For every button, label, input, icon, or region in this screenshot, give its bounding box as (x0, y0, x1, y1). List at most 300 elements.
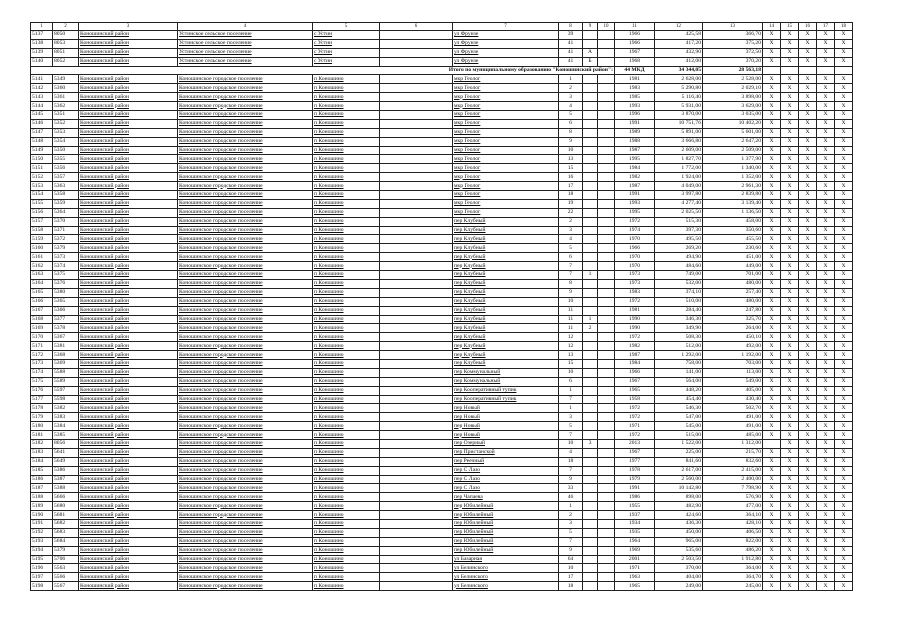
table-cell: пер Кооперативный тупик (453, 386, 559, 395)
table-cell: X (781, 315, 799, 324)
table-cell: пер Клубный (453, 297, 559, 306)
column-number: 6 (380, 23, 453, 31)
table-cell: 1966 (615, 244, 655, 253)
table-cell: 1 340,00 (703, 164, 763, 173)
table-cell: X (799, 493, 817, 502)
table-cell: 5379 (53, 546, 79, 555)
table-cell: 18 (559, 457, 583, 466)
table-cell: X (799, 466, 817, 475)
table-cell: X (835, 244, 853, 253)
table-cell (598, 244, 615, 253)
table-cell: 5666 (53, 493, 79, 502)
table-cell: 9 (559, 288, 583, 297)
table-cell (598, 519, 615, 528)
table-cell: X (799, 119, 817, 128)
table-cell: мкр Геолог (453, 93, 559, 102)
table-row (31, 271, 853, 280)
table-cell: 350,60 (703, 226, 763, 235)
table-cell: 4 (559, 235, 583, 244)
table-cell: X (799, 573, 817, 582)
table-cell: пер Пристанской (453, 448, 559, 457)
column-number: 10 (598, 23, 615, 31)
table-cell: Коношинский район (79, 413, 178, 422)
table-cell: Устинское сельское поселение (178, 31, 313, 40)
table-cell (598, 431, 615, 440)
table-cell (380, 431, 453, 440)
table-row (31, 528, 853, 537)
table-cell: Коношинское городское поселение (178, 217, 313, 226)
table-row (31, 395, 853, 404)
table-cell: п Коношино (313, 84, 380, 93)
table-cell: X (763, 93, 781, 102)
table-cell (598, 377, 615, 386)
table-cell: 5147 (31, 128, 53, 137)
table-cell: X (763, 235, 781, 244)
table-cell: 5158 (31, 226, 53, 235)
table-cell: X (835, 253, 853, 262)
table-cell: 832,60 (703, 457, 763, 466)
table-cell: Коношинское городское поселение (178, 306, 313, 315)
table-cell: Устинское сельское поселение (178, 48, 313, 57)
table-cell: 5356 (53, 164, 79, 173)
table-cell: X (799, 342, 817, 351)
table-cell: Коношинское городское поселение (178, 359, 313, 368)
column-number: 9 (583, 23, 598, 31)
table-cell: Коношинский район (79, 519, 178, 528)
table-cell: 1968 (615, 57, 655, 66)
table-row (31, 217, 853, 226)
table-cell (598, 137, 615, 146)
table-cell: X (817, 395, 835, 404)
table-cell: X (799, 582, 817, 591)
table-cell (583, 262, 598, 271)
table-cell: Коношинский район (79, 511, 178, 520)
table-cell: X (799, 377, 817, 386)
table-cell: 1985 (615, 93, 655, 102)
table-cell (598, 537, 615, 546)
table-cell: Коношинский район (79, 484, 178, 493)
table-cell: X (781, 582, 799, 591)
table-cell: X (781, 439, 799, 448)
table-cell: 17 (559, 573, 583, 582)
table-cell: п Коношино (313, 324, 380, 333)
table-cell: 3 035,00 (703, 111, 763, 120)
table-cell: 5185 (31, 466, 53, 475)
column-number: 14 (763, 23, 781, 31)
table-cell: X (817, 431, 835, 440)
table-cell: 5197 (31, 573, 53, 582)
table-cell: X (817, 279, 835, 288)
table-cell: Коношинский район (79, 546, 178, 555)
table-cell: X (799, 39, 817, 48)
table-cell: 5192 (31, 528, 53, 537)
table-cell: п Коношино (313, 573, 380, 582)
table-cell: X (763, 564, 781, 573)
table-cell: X (781, 48, 799, 57)
table-cell (380, 511, 453, 520)
table-cell: X (799, 297, 817, 306)
table-cell (583, 564, 598, 573)
table-cell: 5193 (31, 537, 53, 546)
table-cell (380, 528, 453, 537)
table-cell: ул Базарная (453, 555, 559, 564)
table-cell: X (835, 546, 853, 555)
table-cell: 5170 (31, 333, 53, 342)
table-cell: 5163 (31, 271, 53, 280)
table-cell: X (763, 111, 781, 120)
table-cell: 3 898,00 (703, 93, 763, 102)
table-cell: X (835, 368, 853, 377)
table-cell: пер Клубный (453, 333, 559, 342)
total-area-2: 28 563,18 (703, 66, 763, 75)
table-cell: 364,00 (703, 564, 763, 573)
table-cell: ул Белинского (453, 582, 559, 591)
table-cell: 1971 (615, 422, 655, 431)
table-cell: X (799, 439, 817, 448)
table-cell: пер Юбилейный (453, 528, 559, 537)
table-row (31, 208, 853, 217)
table-cell: 33 (559, 484, 583, 493)
table-cell: п Коношино (313, 279, 380, 288)
table-cell: Коношинский район (79, 93, 178, 102)
table-row (31, 306, 853, 315)
table-row (31, 466, 853, 475)
table-cell: 1978 (615, 466, 655, 475)
table-cell: 5 116,40 (655, 93, 703, 102)
table-cell: X (781, 306, 799, 315)
table-cell: 450,10 (703, 333, 763, 342)
table-cell: 5187 (31, 484, 53, 493)
table-cell: X (817, 297, 835, 306)
table-cell: X (835, 395, 853, 404)
table-cell: Коношинский район (79, 75, 178, 84)
table-cell: 5155 (31, 199, 53, 208)
table-row (31, 111, 853, 120)
table-row (31, 315, 853, 324)
table-cell: 1972 (615, 333, 655, 342)
table-cell: X (763, 431, 781, 440)
table-cell: Коношинское городское поселение (178, 297, 313, 306)
table-cell: X (817, 342, 835, 351)
table-cell: X (835, 351, 853, 360)
table-cell: X (817, 537, 835, 546)
table-row (31, 235, 853, 244)
table-cell: Коношинский район (79, 191, 178, 200)
table-cell: X (817, 555, 835, 564)
table-cell: X (817, 226, 835, 235)
table-cell: X (799, 368, 817, 377)
table-cell: 10 (559, 297, 583, 306)
table-cell: 370,00 (655, 564, 703, 573)
table-cell: 5151 (31, 164, 53, 173)
table-cell: 5141 (31, 75, 53, 84)
table-cell: 2 961,30 (703, 182, 763, 191)
table-cell: Коношинский район (79, 39, 178, 48)
table-cell: 2 839,80 (703, 191, 763, 200)
table-cell: 5383 (53, 413, 79, 422)
table-cell: Коношинское городское поселение (178, 493, 313, 502)
table-cell: 269,20 (655, 244, 703, 253)
table-cell (380, 288, 453, 297)
table-cell: 5 (559, 422, 583, 431)
table-cell: X (799, 271, 817, 280)
table-cell: 5145 (31, 111, 53, 120)
column-number: 13 (703, 23, 763, 31)
table-cell: пер С Лазо (453, 466, 559, 475)
table-cell: 1966 (615, 31, 655, 40)
table-cell: X (781, 84, 799, 93)
table-cell: X (835, 377, 853, 386)
table-cell: X (799, 84, 817, 93)
table-cell: 3 870,00 (655, 111, 703, 120)
table-cell: Коношинское городское поселение (178, 279, 313, 288)
table-cell: 5166 (31, 297, 53, 306)
table-cell: пер Новый (453, 404, 559, 413)
table-cell: 5371 (53, 226, 79, 235)
table-cell: 3 629,00 (703, 102, 763, 111)
table-cell: Коношинский район (79, 368, 178, 377)
table-cell: 5196 (31, 564, 53, 573)
table-cell: 3 997,80 (655, 191, 703, 200)
table-cell (583, 173, 598, 182)
table-cell: 10 (559, 564, 583, 573)
table-cell (583, 368, 598, 377)
empty-cell (817, 66, 835, 75)
table-cell: 325,70 (703, 315, 763, 324)
table-cell: X (799, 146, 817, 155)
table-cell: 1 924,00 (655, 173, 703, 182)
table-cell: 1967 (615, 377, 655, 386)
table-cell (380, 555, 453, 564)
table-cell: 5183 (31, 448, 53, 457)
table-cell: X (781, 128, 799, 137)
table-cell: Коношинский район (79, 297, 178, 306)
table-cell (380, 413, 453, 422)
total-row (31, 66, 853, 75)
table-row (31, 119, 853, 128)
table-cell: п Коношино (313, 546, 380, 555)
table-cell: X (799, 93, 817, 102)
table-cell: X (817, 439, 835, 448)
table-cell: 5184 (31, 457, 53, 466)
table-cell: пер Клубный (453, 359, 559, 368)
table-cell (583, 306, 598, 315)
table-cell: X (799, 475, 817, 484)
table-cell: 5169 (31, 324, 53, 333)
table-cell: X (763, 511, 781, 520)
table-cell: 5684 (53, 537, 79, 546)
table-cell: X (817, 493, 835, 502)
table-cell: X (763, 377, 781, 386)
table-cell: 2 (583, 324, 598, 333)
table-cell: X (835, 191, 853, 200)
table-cell: 5364 (53, 208, 79, 217)
table-cell (598, 208, 615, 217)
table-cell: X (835, 279, 853, 288)
table-cell (380, 119, 453, 128)
table-cell: X (763, 253, 781, 262)
table-cell: 5167 (31, 306, 53, 315)
table-cell: X (799, 226, 817, 235)
table-cell: X (781, 146, 799, 155)
table-cell: 10 142,80 (655, 484, 703, 493)
table-cell: 1982 (615, 173, 655, 182)
table-cell (598, 271, 615, 280)
table-cell: Коношинское городское поселение (178, 555, 313, 564)
table-cell: 7 798,90 (703, 484, 763, 493)
table-cell: с Устин (313, 39, 380, 48)
table-cell: X (835, 404, 853, 413)
table-cell: 4 (559, 448, 583, 457)
table-cell: 1981 (615, 306, 655, 315)
table-cell: п Коношино (313, 199, 380, 208)
table-cell (380, 253, 453, 262)
table-cell: 5 931,00 (655, 102, 703, 111)
table-cell (380, 448, 453, 457)
table-row (31, 564, 853, 573)
table-cell: 545,00 (655, 422, 703, 431)
table-cell (380, 146, 453, 155)
table-cell (598, 502, 615, 511)
table-cell: 5649 (53, 457, 79, 466)
table-cell: 480,00 (703, 297, 763, 306)
table-row (31, 359, 853, 368)
table-cell: X (817, 288, 835, 297)
table-cell: X (799, 395, 817, 404)
table-cell: 5380 (53, 288, 79, 297)
table-cell: Коношинское городское поселение (178, 208, 313, 217)
table-cell (583, 155, 598, 164)
table-cell: X (835, 466, 853, 475)
table-cell: 491,00 (703, 422, 763, 431)
table-cell: 1955 (615, 502, 655, 511)
table-cell: X (781, 351, 799, 360)
table-cell: X (781, 564, 799, 573)
table-cell: 3 (559, 93, 583, 102)
table-row (31, 173, 853, 182)
table-cell: 4 277,40 (655, 199, 703, 208)
table-cell: 5355 (53, 155, 79, 164)
table-cell: X (799, 155, 817, 164)
table-cell: X (817, 191, 835, 200)
table-cell: X (763, 84, 781, 93)
table-cell: Коношинский район (79, 173, 178, 182)
table-cell: пер С Лазо (453, 484, 559, 493)
table-cell: 2 609,00 (655, 146, 703, 155)
table-cell: мкр Геолог (453, 84, 559, 93)
table-cell (583, 342, 598, 351)
table-cell: X (799, 528, 817, 537)
table-cell (583, 333, 598, 342)
table-cell: 1964 (615, 537, 655, 546)
table-cell: 5349 (53, 75, 79, 84)
table-cell: 5641 (53, 448, 79, 457)
table-cell: пер Юбилейный (453, 502, 559, 511)
table-cell: Коношинское городское поселение (178, 199, 313, 208)
table-cell: X (763, 466, 781, 475)
table-cell: 11 (559, 315, 583, 324)
table-cell: X (781, 404, 799, 413)
table-cell: X (835, 431, 853, 440)
table-cell: 13 (559, 155, 583, 164)
table-cell: Коношинское городское поселение (178, 119, 313, 128)
table-row (31, 431, 853, 440)
table-cell: Коношинский район (79, 351, 178, 360)
table-cell: 482,90 (655, 502, 703, 511)
table-cell: X (763, 502, 781, 511)
table-cell (598, 351, 615, 360)
table-cell: 898,00 (655, 493, 703, 502)
table-cell (598, 173, 615, 182)
table-cell: X (781, 173, 799, 182)
empty-cell (835, 66, 853, 75)
table-cell: X (835, 111, 853, 120)
table-cell: X (781, 448, 799, 457)
table-cell: X (781, 333, 799, 342)
table-cell: 5138 (31, 39, 53, 48)
table-cell: 1 (583, 315, 598, 324)
table-cell: 5180 (31, 422, 53, 431)
table-cell (598, 226, 615, 235)
table-cell: 512,00 (655, 342, 703, 351)
table-cell: 5372 (53, 235, 79, 244)
table-row (31, 573, 853, 582)
table-cell: X (763, 324, 781, 333)
table-cell: 5172 (31, 351, 53, 360)
table-cell: X (817, 173, 835, 182)
table-cell: Коношинское городское поселение (178, 573, 313, 582)
table-cell (380, 217, 453, 226)
table-cell: X (799, 208, 817, 217)
table-cell: п Коношино (313, 253, 380, 262)
table-cell: 5194 (31, 546, 53, 555)
table-cell: X (817, 146, 835, 155)
table-cell: 372,50 (703, 48, 763, 57)
table-cell: Коношинский район (79, 573, 178, 582)
table-cell: X (763, 244, 781, 253)
table-cell: 5566 (53, 573, 79, 582)
table-row (31, 137, 853, 146)
table-cell: 5363 (53, 182, 79, 191)
table-cell: 5374 (53, 262, 79, 271)
table-cell: X (835, 582, 853, 591)
table-cell: 3 (559, 519, 583, 528)
table-cell (380, 537, 453, 546)
table-cell: 284,40 (655, 306, 703, 315)
table-cell: 15 (559, 164, 583, 173)
table-row (31, 128, 853, 137)
table-row (31, 324, 853, 333)
table-cell: 7 (559, 537, 583, 546)
table-cell (583, 475, 598, 484)
table-cell: X (799, 111, 817, 120)
table-cell: 5149 (31, 146, 53, 155)
table-cell: X (763, 75, 781, 84)
table-row (31, 422, 853, 431)
table-cell: X (835, 359, 853, 368)
table-cell: Коношинское городское поселение (178, 191, 313, 200)
table-cell (583, 573, 598, 582)
table-cell: X (835, 57, 853, 66)
table-cell: пер Клубный (453, 226, 559, 235)
column-number: 15 (781, 23, 799, 31)
table-cell: X (799, 448, 817, 457)
table-cell: 8051 (53, 48, 79, 57)
table-cell: 3 (583, 439, 598, 448)
table-cell: 1967 (615, 48, 655, 57)
table-cell: п Коношино (313, 271, 380, 280)
table-cell: 5195 (31, 555, 53, 564)
